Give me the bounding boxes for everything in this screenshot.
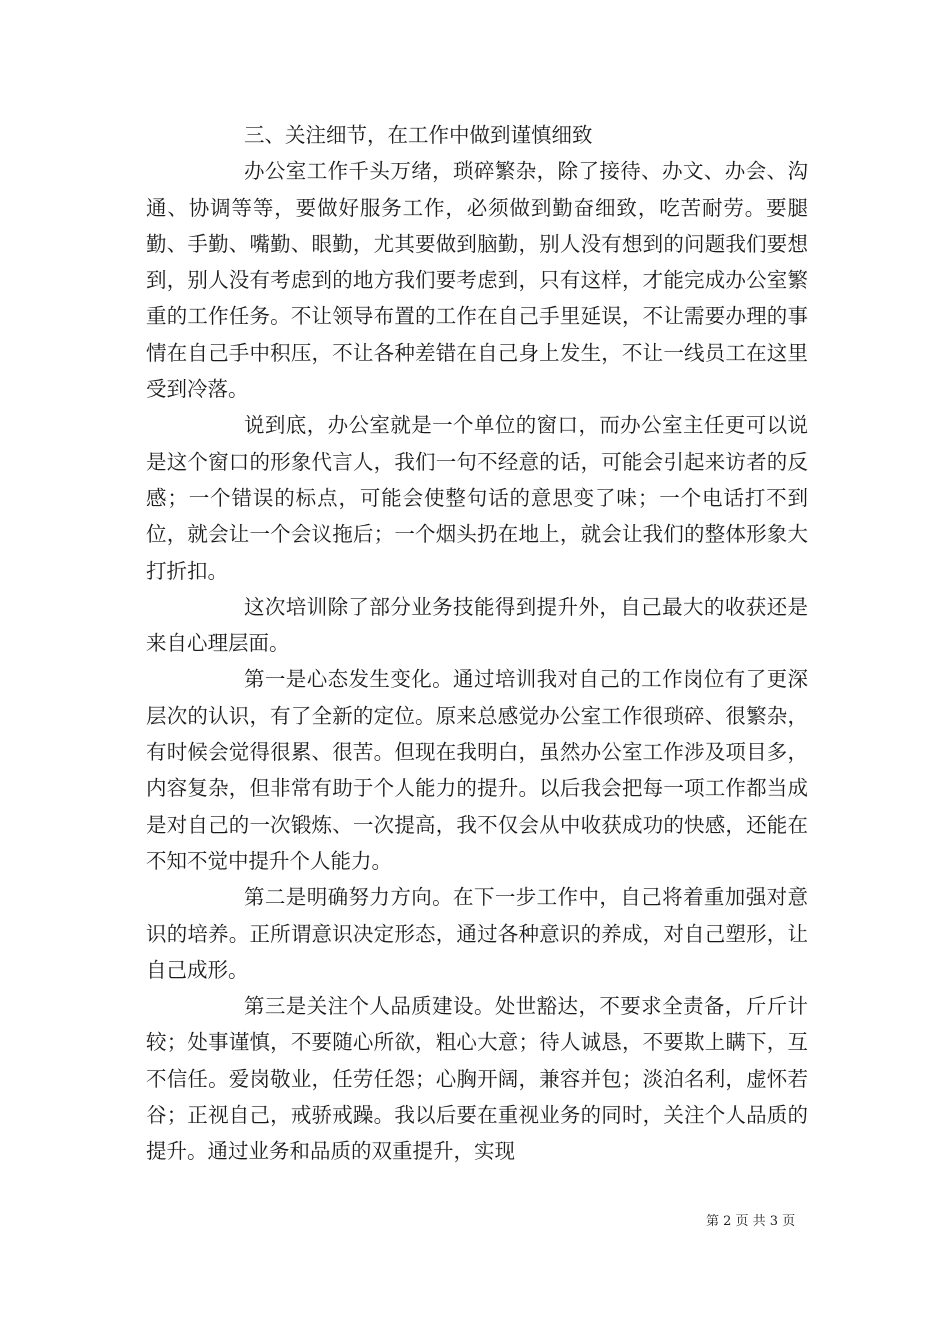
page-number-footer: 第 2 页 共 3 页 (706, 1214, 796, 1229)
section-heading: 三、关注细节，在工作中做到谨慎细致 (244, 123, 593, 147)
paragraph: 第一是心态发生变化。通过培训我对自己的工作岗位有了更深层次的认识，有了全新的定位。原来总感觉办公室工作很琐碎、很繁杂，有时候会觉得很累、很苦。但现在我明白，虽然办公室工作涉及项目多，内容复杂，但非常有助于个人能力的提升。以后我会把每一项工作都当成是对自己的一次锻炼、一次提高，我不仅会从中收获成功的快感，还能在不知不觉中提升个人能力。 (146, 667, 808, 873)
paragraph: 第二是明确努力方向。在下一步工作中，自己将着重加强对意识的培养。正所谓意识决定形态，通过各种意识的养成，对自己塑形，让自己成形。 (146, 885, 808, 982)
paragraph: 说到底，办公室就是一个单位的窗口，而办公室主任更可以说是这个窗口的形象代言人，我们一句不经意的话，可能会引起来访者的反感；一个错误的标点，可能会使整句话的意思变了味；一个电话打不到位，就会让一个会议拖后；一个烟头扔在地上，就会让我们的整体形象大打折扣。 (146, 413, 808, 583)
paragraph: 这次培训除了部分业务技能得到提升外，自己最大的收获还是来自心理层面。 (146, 594, 808, 656)
document-body (146, 117, 808, 1170)
paragraph: 办公室工作千头万绪，琐碎繁杂，除了接待、办文、办会、沟通、协调等等，要做好服务工作，必须做到勤奋细致，吃苦耐劳。要腿勤、手勤、嘴勤、眼勤，尤其要做到脑勤，别人没有想到的问题我们要想到，别人没有考虑到的地方我们要考虑到，只有这样，才能完成办公室繁重的工作任务。不让领导布置的工作在自己手里延误，不让需要办理的事情在自己手中积压，不让各种差错在自己身上发生，不让一线员工在这里受到冷落。 (146, 159, 808, 402)
paragraph: 第三是关注个人品质建设。处世豁达，不要求全责备，斤斤计较；处事谨慎，不要随心所欲，粗心大意；待人诚恳，不要欺上瞒下，互不信任。爱岗敬业，任劳任怨；心胸开阔，兼容并包；淡泊名利，虚怀若谷；正视自己，戒骄戒躁。我以后要在重视业务的同时，关注个人品质的提升。通过业务和品质的双重提升，实现 (146, 994, 808, 1164)
